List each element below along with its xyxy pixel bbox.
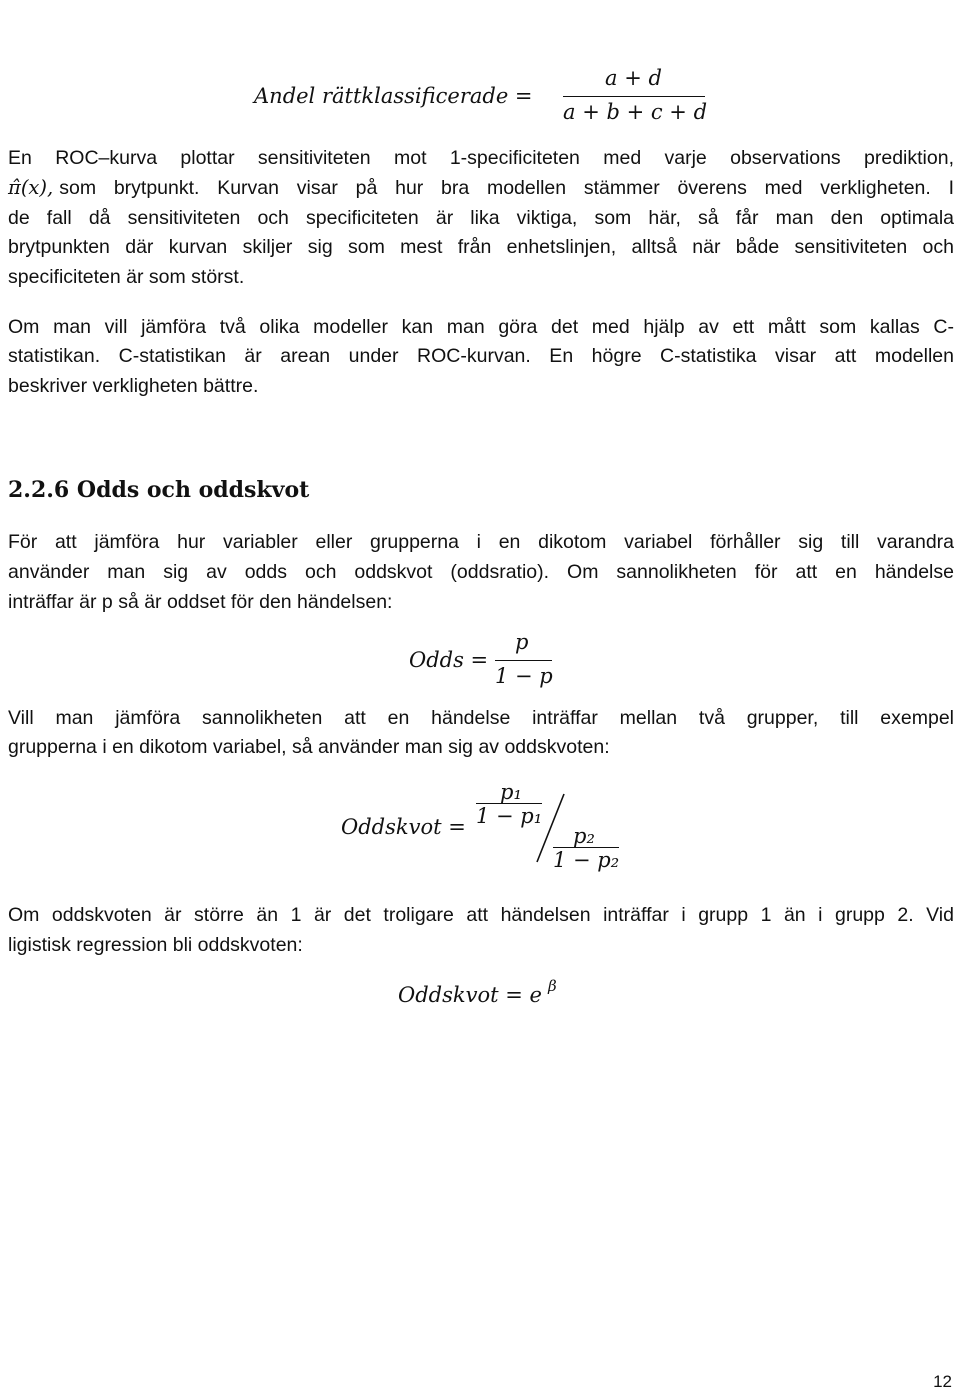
- paragraph-line: [8, 173, 954, 203]
- paragraph-line: Om oddskvoten är större än 1 är det troligare att händelsen inträffar i grupp 1 än i grupp 2. Vid: [8, 904, 954, 926]
- paragraph-line: använder man sig av odds och oddskvot (oddsratio). Om sannolikheten för att en händelse: [8, 561, 954, 583]
- paragraph-line: inträffar är p så är oddset för den händelsen:: [8, 591, 393, 613]
- odds-ratio-lhs: Oddskvot =: [341, 815, 466, 839]
- section-heading: 2.2.6 Odds och oddskvot: [8, 477, 310, 503]
- odds-ratio-den2: 1 − p₂: [553, 848, 620, 872]
- exp-formula-exponent: β: [548, 977, 557, 995]
- accuracy-formula-numerator: a + d: [605, 66, 662, 90]
- paragraph-line: Om man vill jämföra två olika modeller kan man göra det med hjälp av ett mått som kallas C-: [8, 316, 954, 338]
- odds-ratio-den1: 1 − p₁: [476, 804, 543, 828]
- paragraph-line: Vill man jämföra sannolikheten att en händelse inträffar mellan två grupper, till exempel: [8, 707, 954, 729]
- odds-ratio-num1: p₁: [500, 780, 522, 804]
- odds-ratio-num2: p₂: [573, 824, 595, 848]
- odds-formula-numerator: p: [515, 630, 529, 654]
- odds-fraction-bar: [495, 660, 552, 661]
- accuracy-formula-lhs: Andel rättklassificerade =: [254, 84, 533, 108]
- pi-hat-symbol: π̂(x),: [8, 176, 54, 199]
- paragraph-line: statistikan. C-statistikan är arean under ROC-kurvan. En högre C-statistika visar att modellen: [8, 345, 954, 367]
- odds-formula-lhs: Odds =: [409, 648, 489, 672]
- exp-formula-lhs: Oddskvot = e: [398, 983, 542, 1007]
- paragraph-line: beskriver verkligheten bättre.: [8, 375, 259, 397]
- odds-formula-denominator: 1 − p: [495, 664, 553, 688]
- paragraph-line: grupperna i en dikotom variabel, så använder man sig av oddskvoten:: [8, 736, 610, 758]
- accuracy-formula-denominator: a + b + c + d: [563, 100, 708, 124]
- accuracy-fraction-bar: [563, 96, 705, 97]
- paragraph-text: som brytpunkt. Kurvan visar på hur bra modellen stämmer överens med verkligheten. I: [59, 177, 954, 199]
- page-number: 12: [933, 1372, 952, 1391]
- paragraph-line: En ROC–kurva plottar sensitiviteten mot 1-specificiteten med varje observations prediktion,: [8, 147, 954, 169]
- paragraph-line: brytpunkten där kurvan skiljer sig som mest från enhetslinjen, alltså när både sensitiviteten och: [8, 236, 954, 258]
- paragraph-line: de fall då sensitiviteten och specificiteten är lika viktiga, som här, så får man den optimala: [8, 207, 954, 229]
- paragraph-line: För att jämföra hur variabler eller grupperna i en dikotom variabel förhåller sig till varandra: [8, 531, 954, 553]
- paragraph-line: ligistisk regression bli oddskvoten:: [8, 934, 303, 956]
- paragraph-line: specificiteten är som störst.: [8, 266, 245, 288]
